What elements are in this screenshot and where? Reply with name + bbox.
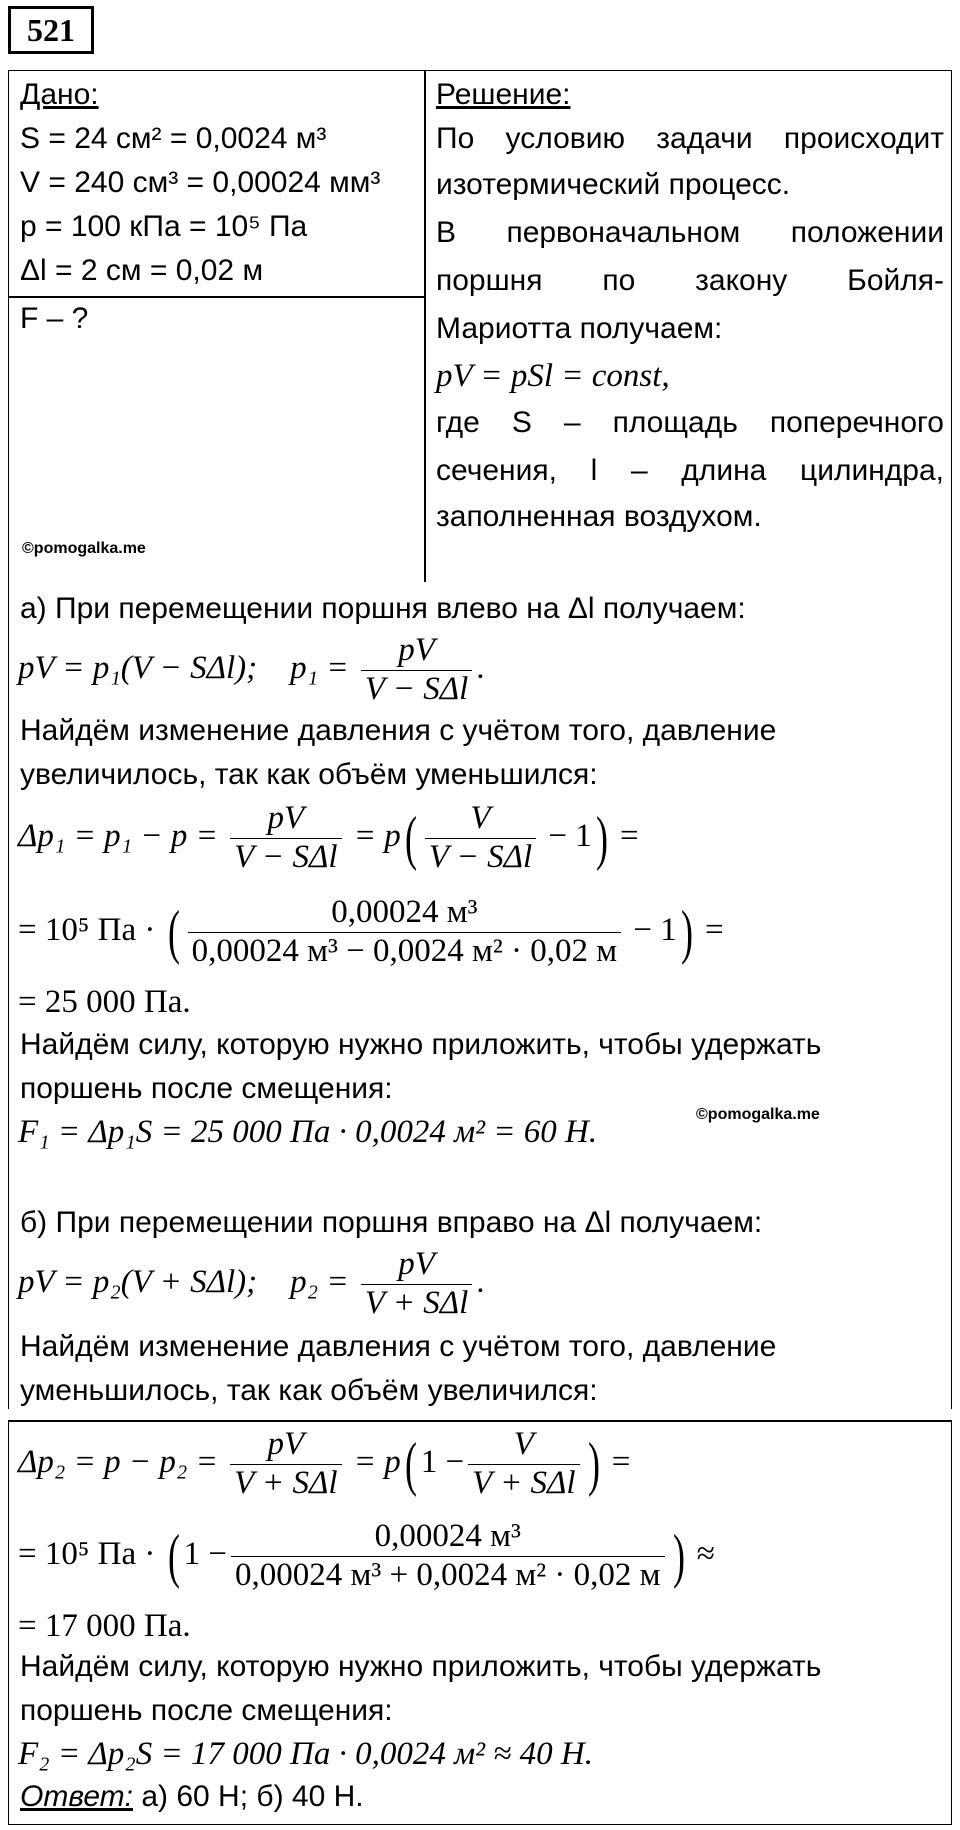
left-paren: ( bbox=[404, 804, 417, 871]
right-paren: ) bbox=[595, 804, 608, 871]
solution-line: По условию задачи происходит bbox=[436, 122, 944, 155]
right-paren: ) bbox=[587, 1430, 600, 1497]
eq-text: = bbox=[704, 912, 724, 949]
part-a-text1: Найдём изменение давления с учётом того, давление bbox=[20, 714, 777, 747]
given-volume: V = 240 см³ = 0,00024 мм³ bbox=[20, 166, 381, 199]
part-a-intro: а) При перемещении поршня влево на Δl получаем: bbox=[20, 592, 746, 625]
part-a-force bbox=[18, 1114, 597, 1151]
part-b-force bbox=[18, 1736, 593, 1773]
part-a-text2: увеличилось, так как объём уменьшился: bbox=[20, 758, 598, 791]
part-a-eq4: = 25 000 Па. bbox=[18, 984, 191, 1020]
eq-text: 1 − bbox=[420, 1444, 465, 1481]
part-b-text4: поршень после смещения: bbox=[20, 1694, 393, 1727]
part-a-text3: Найдём силу, которую нужно приложить, чтобы удержать bbox=[20, 1028, 822, 1061]
part-b-eq2 bbox=[18, 1426, 630, 1503]
eq-text: Δp₁ = p₁ − p = bbox=[18, 818, 218, 855]
denominator: V + SΔl bbox=[472, 1464, 576, 1501]
denominator: V + SΔl bbox=[234, 1464, 338, 1501]
denominator: V + SΔl bbox=[364, 1284, 469, 1321]
fraction bbox=[468, 1426, 579, 1503]
solution-line: заполненная воздухом. bbox=[436, 500, 762, 533]
numerator: pV bbox=[398, 632, 435, 668]
given-divider-horizontal bbox=[8, 296, 424, 298]
part-a-eq2 bbox=[18, 800, 639, 877]
fraction bbox=[231, 1518, 665, 1595]
right-paren: ) bbox=[672, 1522, 685, 1589]
fraction bbox=[361, 1246, 472, 1323]
eq-text: 1 − bbox=[183, 1536, 227, 1573]
part-b-eq3 bbox=[18, 1518, 715, 1595]
denominator: 0,00024 м³ + 0,0024 м² · 0,02 м bbox=[234, 1556, 661, 1593]
numerator: 0,00024 м³ bbox=[231, 1518, 665, 1557]
part-b-eq1: pV = p₂(V + SΔl); p₂ = $\frac{pV}{\text{V + SΔl}}$ . bbox=[18, 1246, 485, 1321]
numerator: V bbox=[470, 800, 491, 836]
eq-text: p₂ = bbox=[290, 1264, 349, 1301]
eq-text: − 1 bbox=[633, 912, 677, 949]
fraction bbox=[425, 800, 536, 877]
eq-text: pV = p₁(V − SΔl); bbox=[18, 650, 258, 687]
eq-text: F₂ = Δp₂S = 17 000 Па · 0,0024 м² ≈ 40 Н. bbox=[18, 1736, 593, 1772]
given-pressure: p = 100 кПа = 10⁵ Па bbox=[20, 210, 308, 243]
boyle-mariotte-equation: pV = pSl = const, bbox=[436, 358, 670, 394]
eq-text: F₁ = Δp₁S = 25 000 Па · 0,0024 м² = 60 Н. bbox=[18, 1114, 598, 1150]
solution-line: В первоначальном положении bbox=[436, 216, 944, 249]
part-a-eq3 bbox=[18, 894, 724, 971]
part-b-text1: Найдём изменение давления с учётом того, давление bbox=[20, 1330, 777, 1363]
problem-number: 521 bbox=[8, 6, 94, 54]
numerator: 0,00024 м³ bbox=[188, 894, 622, 933]
part-b-intro: б) При перемещении поршня вправо на Δl получаем: bbox=[20, 1206, 763, 1239]
part-b-eq4: = 17 000 Па. bbox=[18, 1608, 191, 1644]
watermark: ©pomogalka.me bbox=[22, 540, 146, 557]
denominator: V − SΔl bbox=[364, 670, 469, 707]
solution-header: Решение: bbox=[436, 78, 571, 111]
fraction bbox=[230, 800, 341, 877]
solution-line: Мариотта получаем: bbox=[436, 312, 723, 345]
solution-line: сечения, l – длина цилиндра, bbox=[436, 454, 944, 487]
denominator: V − SΔl bbox=[428, 838, 533, 875]
eq-text: = bbox=[620, 818, 639, 855]
left-paren: ( bbox=[404, 1430, 417, 1497]
fraction bbox=[188, 894, 622, 971]
find-value: F – ? bbox=[20, 302, 89, 335]
solution-line: изотермический процесс. bbox=[436, 168, 791, 201]
eq-text: p₁ = bbox=[290, 650, 349, 687]
solution-equation bbox=[436, 358, 670, 395]
eq-text: = p bbox=[353, 1444, 401, 1481]
eq-text: − 1 bbox=[548, 818, 592, 855]
given-displacement: Δl = 2 см = 0,02 м bbox=[20, 254, 264, 287]
numerator: pV bbox=[267, 1426, 305, 1462]
solution-line: где S – площадь поперечного bbox=[436, 406, 944, 439]
eq-text: Δp₂ = p − p₂ = bbox=[18, 1444, 218, 1481]
given-header: Дано: bbox=[20, 78, 99, 111]
denominator: 0,00024 м³ − 0,0024 м² · 0,02 м bbox=[191, 932, 618, 969]
given-area: S = 24 см² = 0,0024 м³ bbox=[20, 122, 327, 155]
eq-text: = p bbox=[353, 818, 401, 855]
solution-line: поршня по закону Бойля- bbox=[436, 264, 944, 297]
fraction bbox=[361, 632, 472, 709]
fraction bbox=[230, 1426, 341, 1503]
left-paren: ( bbox=[167, 1522, 180, 1589]
numerator: pV bbox=[267, 800, 305, 836]
numerator: V bbox=[513, 1426, 534, 1462]
denominator: V − SΔl bbox=[234, 838, 338, 875]
eq-text: ≈ bbox=[696, 1536, 715, 1573]
numerator: pV bbox=[398, 1246, 435, 1282]
part-a-text4: поршень после смещения: bbox=[20, 1072, 393, 1105]
left-paren: ( bbox=[167, 898, 180, 965]
part-b-text3: Найдём силу, которую нужно приложить, чтобы удержать bbox=[20, 1650, 822, 1683]
eq-text: = 10⁵ Па · bbox=[18, 1536, 156, 1573]
eq-text: pV = p₂(V + SΔl); bbox=[18, 1264, 258, 1301]
part-b-text2: уменьшилось, так как объём увеличился: bbox=[20, 1374, 598, 1407]
answer bbox=[20, 1780, 364, 1814]
table-divider-vertical bbox=[424, 70, 426, 582]
right-paren: ) bbox=[680, 898, 693, 965]
part-a-eq1: pV = p₁(V − SΔl); p₁ = $\frac{pV}{\text{V − SΔl}}$ . bbox=[18, 632, 485, 707]
answer-text: а) 60 Н; б) 40 Н. bbox=[141, 1780, 364, 1813]
eq-text: = bbox=[611, 1444, 631, 1481]
answer-label: Ответ: bbox=[20, 1780, 133, 1813]
watermark: ©pomogalka.me bbox=[696, 1106, 820, 1123]
eq-text: = 10⁵ Па · bbox=[18, 912, 156, 949]
